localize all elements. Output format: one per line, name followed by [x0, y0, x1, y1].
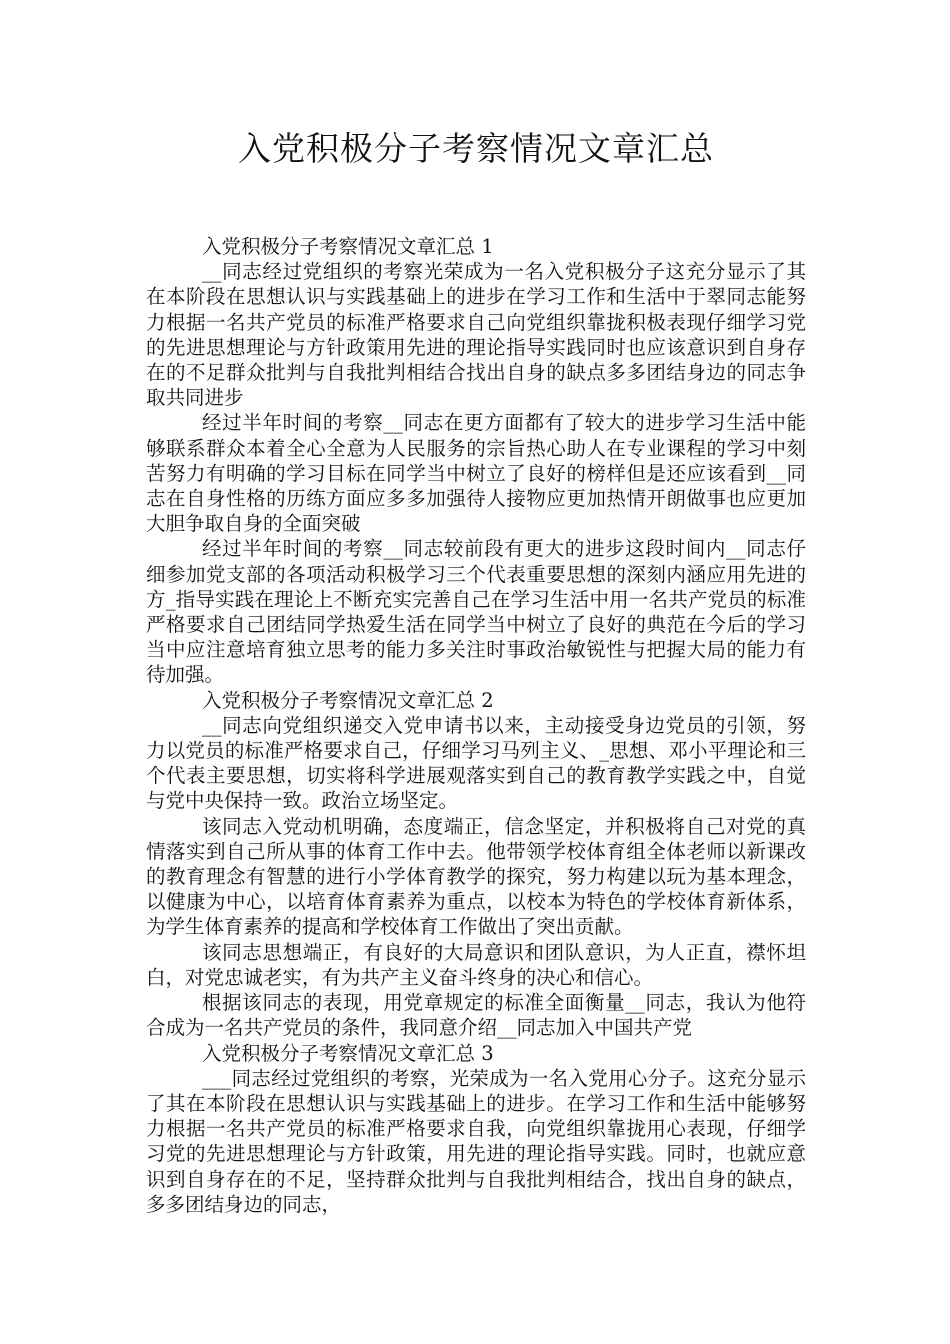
paragraph: 根据该同志的表现，用党章规定的标准全面衡量__同志，我认为他符合成为一名共产党员的条件，我同意介绍__同志加入中国共产党: [146, 991, 806, 1040]
section-heading-3: 入党积极分子考察情况文章汇总 3: [202, 1041, 494, 1065]
paragraph: ___同志经过党组织的考察，光荣成为一名入党用心分子。这充分显示了其在本阶段在思想认识与实践基础上的进步。在学习工作和生活中能够努力根据一名共产党员的标准严格要求自我，向党组织靠拢用心表现，仔细学习党的先进思想理论与方针政策，用先进的理论指导实践。同时，也就应意识到自身存在的不足，坚持群众批判与自我批判相结合，找出自身的缺点，多多团结身边的同志，: [146, 1066, 806, 1216]
document-page: [146, 122, 806, 1217]
document-title: 入党积极分子考察情况文章汇总: [238, 129, 714, 168]
paragraph: 该同志思想端正，有良好的大局意识和团队意识，为人正直，襟怀坦白，对党忠诚老实，有为共产主义奋斗终身的决心和信心。: [146, 940, 806, 989]
section-heading-2: 入党积极分子考察情况文章汇总 2: [202, 688, 494, 712]
document-body: [146, 234, 806, 1217]
paragraph: __同志向党组织递交入党申请书以来，主动接受身边党员的引领，努力以党员的标准严格要求自己，仔细学习马列主义、_思想、邓小平理论和三个代表主要思想，切实将科学进展观落实到自己的教育教学实践之中，自觉与党中央保持一致。政治立场坚定。: [146, 713, 806, 813]
paragraph: 经过半年时间的考察__同志较前段有更大的进步这段时间内__同志仔细参加党支部的各项活动积极学习三个代表重要思想的深刻内涵应用先进的方_指导实践在理论上不断充实完善自己在学习生活中用一名共产党员的标准严格要求自己团结同学热爱生活在同学当中树立了良好的典范在今后的学习当中应注意培育独立思考的能力多关注时事政治敏锐性与把握大局的能力有待加强。: [146, 537, 806, 687]
section-heading-1: 入党积极分子考察情况文章汇总 1: [202, 235, 494, 258]
paragraph: 该同志入党动机明确，态度端正，信念坚定，并积极将自己对党的真情落实到自己所从事的体育工作中去。他带领学校体育组全体老师以新课改的教育理念有智慧的进行小学体育教学的探究，努力构建以玩为基本理念，以健康为中心，以培育体育素养为重点，以校本为特色的学校体育新体系，为学生体育素养的提高和学校体育工作做出了突出贡献。: [146, 814, 806, 939]
paragraph: __同志经过党组织的考察光荣成为一名入党积极分子这充分显示了其在本阶段在思想认识与实践基础上的进步在学习工作和生活中于翠同志能努力根据一名共产党员的标准严格要求自己向党组织靠拢积极表现仔细学习党的先进思想理论与方针政策用先进的理论指导实践同时也应该意识到自身存在的不足群众批判与自我批判相结合找出自身的缺点多多团结身边的同志争取共同进步: [146, 260, 806, 410]
paragraph: 经过半年时间的考察__同志在更方面都有了较大的进步学习生活中能够联系群众本着全心全意为人民服务的宗旨热心助人在专业课程的学习中刻苦努力有明确的学习目标在同学当中树立了良好的榜样但是还应该看到__同志在自身性格的历练方面应多多加强待人接物应更加热情开朗做事也应更加大胆争取自身的全面突破: [146, 411, 806, 536]
